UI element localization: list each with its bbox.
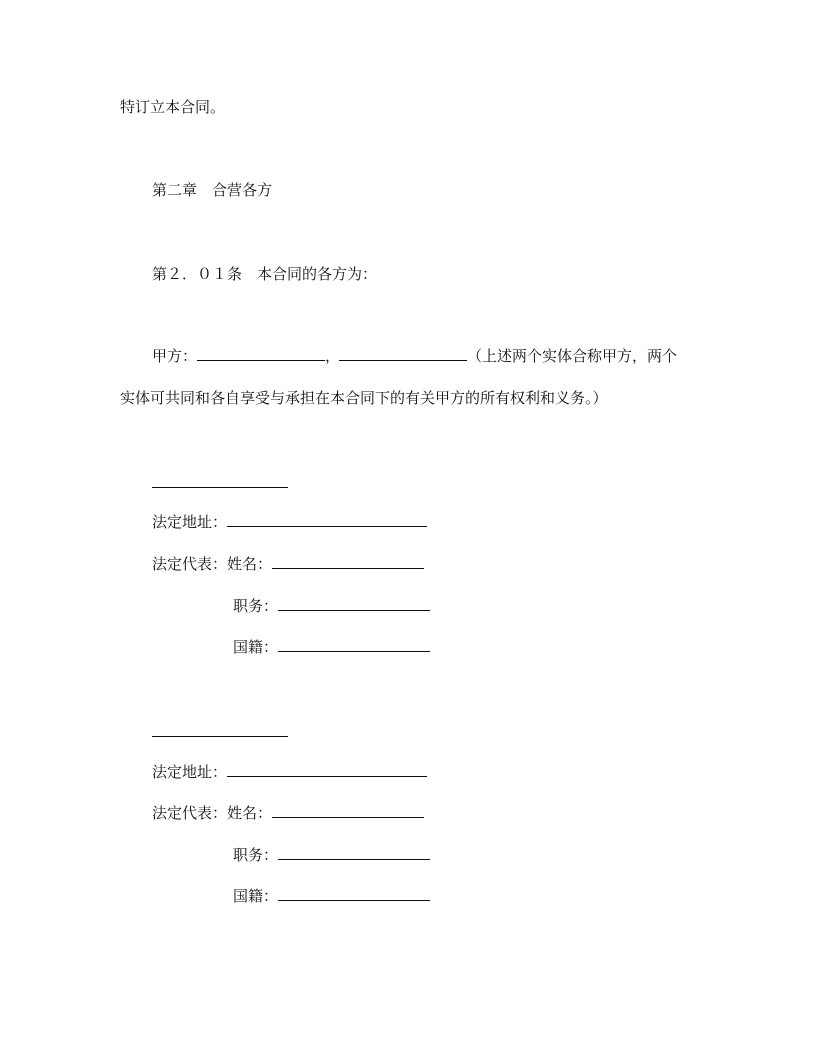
entity1-rep-name-blank[interactable] [272, 554, 424, 569]
party-a-comma: ， [325, 347, 341, 365]
entity1-legal-address-label: 法定地址： [152, 513, 228, 531]
entity2-nationality-row [233, 886, 430, 906]
entity1-legal-rep-row [152, 554, 424, 574]
entity2-legal-rep-row [152, 803, 424, 823]
entity1-nationality-label: 国籍： [233, 638, 279, 656]
entity2-position-row [233, 845, 430, 865]
entity2-legal-address-label: 法定地址： [152, 763, 228, 781]
entity1-position-row [233, 596, 430, 616]
chapter-heading: 第二章 合营各方 [152, 181, 273, 199]
entity1-name-blank[interactable] [152, 487, 288, 488]
party-a-entity2-blank[interactable] [339, 346, 467, 361]
entity1-position-label: 职务： [233, 597, 279, 615]
opening-paragraph-tail: 特订立本合同。 [120, 98, 226, 116]
entity2-nationality-label: 国籍： [233, 887, 279, 905]
party-a-label: 甲方： [152, 347, 198, 365]
entity1-legal-address-blank[interactable] [227, 512, 427, 527]
article-heading: 第２．０１条 本合同的各方为： [152, 265, 378, 283]
entity2-rep-name-blank[interactable] [272, 803, 424, 818]
entity1-position-blank[interactable] [278, 596, 430, 611]
entity2-position-blank[interactable] [278, 845, 430, 860]
party-a-entity1-blank[interactable] [197, 346, 325, 361]
entity1-legal-rep-label: 法定代表：姓名： [152, 555, 273, 573]
entity2-legal-rep-label: 法定代表：姓名： [152, 804, 273, 822]
entity1-nationality-row [233, 637, 430, 657]
entity2-position-label: 职务： [233, 846, 279, 864]
entity2-nationality-blank[interactable] [278, 886, 430, 901]
entity2-name-blank[interactable] [152, 736, 288, 737]
entity2-legal-address-row [152, 762, 427, 782]
party-a-note-line2: 实体可共同和各自享受与承担在本合同下的有关甲方的所有权利和义务。） [120, 389, 608, 407]
entity1-legal-address-row [152, 512, 427, 532]
party-a-note-line1: （上述两个实体合称甲方，两个 [467, 347, 678, 365]
entity1-nationality-blank[interactable] [278, 637, 430, 652]
party-a-line [152, 346, 677, 366]
entity2-legal-address-blank[interactable] [227, 762, 427, 777]
